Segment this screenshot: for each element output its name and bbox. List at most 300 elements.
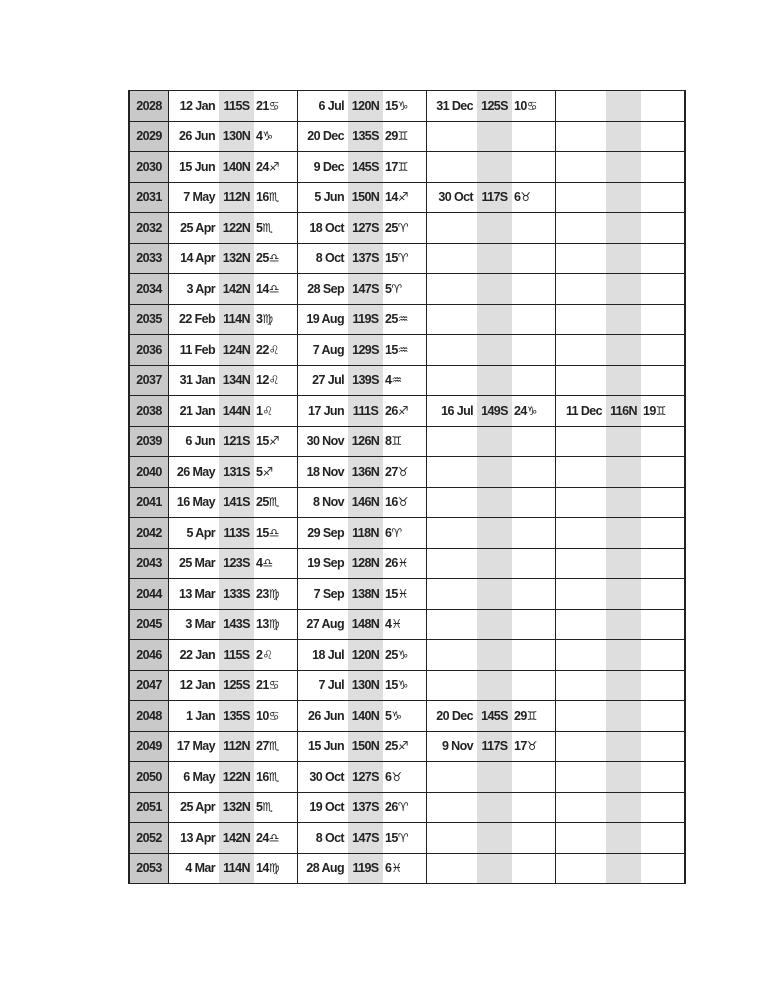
date-cell: 6 Jun xyxy=(169,426,220,457)
saros-cell xyxy=(606,640,641,671)
saros-cell xyxy=(477,304,512,335)
date-cell xyxy=(427,640,478,671)
zodiac-sign-icon: ♈ xyxy=(391,281,402,296)
zodiac-degree: 25 xyxy=(256,251,269,266)
table-body xyxy=(129,91,685,884)
zodiac-sign-icon: ♐ xyxy=(397,190,408,205)
date-cell: 12 Jan xyxy=(169,91,220,122)
date-cell: 30 Oct xyxy=(298,762,349,793)
zodiac-cell xyxy=(254,91,298,122)
zodiac-degree: 4 xyxy=(256,129,263,144)
table-row xyxy=(129,670,685,701)
zodiac-cell xyxy=(512,762,556,793)
zodiac-cell xyxy=(254,731,298,762)
table-row xyxy=(129,762,685,793)
zodiac-cell xyxy=(254,243,298,274)
zodiac-sign-icon: ♐ xyxy=(268,434,279,449)
zodiac-sign-icon: ♓ xyxy=(397,586,408,601)
zodiac-sign-icon: ♈ xyxy=(397,251,408,266)
zodiac-cell xyxy=(512,457,556,488)
zodiac-degree: 29 xyxy=(385,129,398,144)
date-cell: 31 Jan xyxy=(169,365,220,396)
saros-cell: 112N xyxy=(219,731,254,762)
zodiac-degree: 17 xyxy=(385,159,398,174)
zodiac-cell xyxy=(512,426,556,457)
date-cell: 30 Oct xyxy=(427,182,478,213)
zodiac-degree: 21 xyxy=(256,678,269,693)
zodiac-degree: 5 xyxy=(256,800,263,815)
zodiac-sign-icon: ♊ xyxy=(391,434,402,449)
zodiac-degree: 25 xyxy=(385,739,398,754)
zodiac-sign-icon: ♑ xyxy=(391,708,402,723)
date-cell xyxy=(556,91,607,122)
zodiac-sign-icon: ♎ xyxy=(268,281,279,296)
zodiac-sign-icon: ♓ xyxy=(391,617,402,632)
year-cell: 2032 xyxy=(129,213,169,244)
saros-cell: 127S xyxy=(348,762,383,793)
zodiac-degree: 15 xyxy=(256,434,269,449)
zodiac-degree: 16 xyxy=(256,190,269,205)
table-row xyxy=(129,335,685,366)
saros-cell: 132N xyxy=(219,243,254,274)
year-cell: 2040 xyxy=(129,457,169,488)
saros-cell: 148N xyxy=(348,609,383,640)
date-cell: 29 Sep xyxy=(298,518,349,549)
table-row xyxy=(129,213,685,244)
saros-cell xyxy=(606,335,641,366)
date-cell: 18 Jul xyxy=(298,640,349,671)
zodiac-degree: 19 xyxy=(643,403,656,418)
date-cell: 25 Apr xyxy=(169,213,220,244)
zodiac-sign-icon: ♓ xyxy=(397,556,408,571)
date-cell: 11 Dec xyxy=(556,396,607,427)
zodiac-cell xyxy=(512,121,556,152)
date-cell xyxy=(427,609,478,640)
zodiac-sign-icon: ♏ xyxy=(262,220,273,235)
date-cell: 26 May xyxy=(169,457,220,488)
zodiac-sign-icon: ♉ xyxy=(526,739,537,754)
date-cell xyxy=(556,518,607,549)
zodiac-sign-icon: ♈ xyxy=(397,800,408,815)
zodiac-degree: 6 xyxy=(385,769,392,784)
saros-cell: 139S xyxy=(348,365,383,396)
zodiac-cell xyxy=(383,609,427,640)
zodiac-sign-icon: ♋ xyxy=(268,98,279,113)
date-cell xyxy=(556,487,607,518)
date-cell xyxy=(427,518,478,549)
zodiac-degree: 24 xyxy=(514,403,527,418)
zodiac-sign-icon: ♑ xyxy=(397,678,408,693)
zodiac-sign-icon: ♊ xyxy=(397,159,408,174)
date-cell xyxy=(427,823,478,854)
date-cell xyxy=(556,853,607,884)
zodiac-degree: 26 xyxy=(385,403,398,418)
zodiac-cell xyxy=(512,609,556,640)
saros-cell xyxy=(477,670,512,701)
date-cell: 19 Oct xyxy=(298,792,349,823)
saros-cell: 135S xyxy=(219,701,254,732)
table-row xyxy=(129,152,685,183)
zodiac-sign-icon: ♉ xyxy=(397,495,408,510)
saros-cell: 119S xyxy=(348,853,383,884)
saros-cell: 126N xyxy=(348,426,383,457)
table-row xyxy=(129,457,685,488)
date-cell xyxy=(427,152,478,183)
saros-cell: 120N xyxy=(348,640,383,671)
zodiac-cell xyxy=(512,213,556,244)
zodiac-cell xyxy=(254,304,298,335)
zodiac-degree: 5 xyxy=(256,464,263,479)
saros-cell: 113S xyxy=(219,518,254,549)
date-cell: 9 Dec xyxy=(298,152,349,183)
zodiac-sign-icon: ♒ xyxy=(397,342,408,357)
zodiac-degree: 24 xyxy=(256,159,269,174)
date-cell: 7 Jul xyxy=(298,670,349,701)
zodiac-degree: 6 xyxy=(514,190,521,205)
saros-cell xyxy=(477,823,512,854)
saros-cell xyxy=(606,548,641,579)
year-cell: 2037 xyxy=(129,365,169,396)
date-cell xyxy=(556,182,607,213)
zodiac-cell xyxy=(512,243,556,274)
year-cell: 2044 xyxy=(129,579,169,610)
year-cell: 2030 xyxy=(129,152,169,183)
saros-cell xyxy=(606,121,641,152)
year-cell: 2053 xyxy=(129,853,169,884)
saros-cell xyxy=(606,457,641,488)
zodiac-degree: 27 xyxy=(385,464,398,479)
date-cell xyxy=(556,701,607,732)
date-cell xyxy=(427,670,478,701)
date-cell xyxy=(556,274,607,305)
zodiac-sign-icon: ♐ xyxy=(268,159,279,174)
saros-cell xyxy=(477,762,512,793)
date-cell xyxy=(427,762,478,793)
saros-cell xyxy=(477,243,512,274)
zodiac-degree: 27 xyxy=(256,739,269,754)
zodiac-cell xyxy=(641,792,685,823)
zodiac-cell xyxy=(512,701,556,732)
zodiac-degree: 25 xyxy=(385,647,398,662)
zodiac-cell xyxy=(641,762,685,793)
saros-cell xyxy=(606,213,641,244)
date-cell: 5 Apr xyxy=(169,518,220,549)
saros-cell: 137S xyxy=(348,792,383,823)
zodiac-cell xyxy=(254,396,298,427)
zodiac-cell xyxy=(641,609,685,640)
date-cell: 8 Nov xyxy=(298,487,349,518)
zodiac-degree: 21 xyxy=(256,98,269,113)
zodiac-sign-icon: ♋ xyxy=(526,98,537,113)
saros-cell xyxy=(606,670,641,701)
date-cell xyxy=(427,213,478,244)
date-cell: 19 Aug xyxy=(298,304,349,335)
saros-cell: 115S xyxy=(219,91,254,122)
date-cell: 7 Aug xyxy=(298,335,349,366)
zodiac-degree: 15 xyxy=(385,678,398,693)
saros-cell: 130N xyxy=(219,121,254,152)
date-cell: 25 Mar xyxy=(169,548,220,579)
zodiac-sign-icon: ♓ xyxy=(391,861,402,876)
zodiac-sign-icon: ♐ xyxy=(397,403,408,418)
date-cell xyxy=(427,457,478,488)
saros-cell: 118N xyxy=(348,518,383,549)
year-cell: 2028 xyxy=(129,91,169,122)
zodiac-cell xyxy=(641,548,685,579)
date-cell: 20 Dec xyxy=(298,121,349,152)
date-cell xyxy=(556,792,607,823)
date-cell xyxy=(427,365,478,396)
table-row xyxy=(129,823,685,854)
date-cell xyxy=(556,152,607,183)
eclipse-table xyxy=(128,90,686,884)
saros-cell: 147S xyxy=(348,274,383,305)
table-row xyxy=(129,853,685,884)
saros-cell: 150N xyxy=(348,731,383,762)
date-cell xyxy=(427,487,478,518)
zodiac-degree: 13 xyxy=(256,617,269,632)
zodiac-cell xyxy=(512,670,556,701)
table-row xyxy=(129,121,685,152)
saros-cell xyxy=(606,487,641,518)
zodiac-cell xyxy=(383,365,427,396)
zodiac-degree: 15 xyxy=(385,342,398,357)
saros-cell: 142N xyxy=(219,274,254,305)
date-cell: 3 Mar xyxy=(169,609,220,640)
zodiac-sign-icon: ♏ xyxy=(268,739,279,754)
zodiac-cell xyxy=(383,304,427,335)
saros-cell xyxy=(606,609,641,640)
zodiac-degree: 1 xyxy=(256,403,263,418)
zodiac-cell xyxy=(383,548,427,579)
zodiac-degree: 5 xyxy=(385,281,392,296)
zodiac-sign-icon: ♑ xyxy=(397,98,408,113)
saros-cell xyxy=(606,182,641,213)
date-cell: 6 May xyxy=(169,762,220,793)
year-cell: 2034 xyxy=(129,274,169,305)
table-row xyxy=(129,609,685,640)
zodiac-degree: 5 xyxy=(385,708,392,723)
table-row xyxy=(129,487,685,518)
saros-cell: 121S xyxy=(219,426,254,457)
zodiac-sign-icon: ♍ xyxy=(268,861,279,876)
zodiac-cell xyxy=(254,518,298,549)
saros-cell: 111S xyxy=(348,396,383,427)
date-cell: 7 May xyxy=(169,182,220,213)
zodiac-cell xyxy=(254,823,298,854)
date-cell: 16 May xyxy=(169,487,220,518)
date-cell: 28 Aug xyxy=(298,853,349,884)
saros-cell xyxy=(477,609,512,640)
zodiac-cell xyxy=(383,487,427,518)
table-row xyxy=(129,365,685,396)
zodiac-cell xyxy=(512,853,556,884)
date-cell xyxy=(556,762,607,793)
zodiac-cell xyxy=(254,548,298,579)
date-cell xyxy=(556,121,607,152)
table-row xyxy=(129,274,685,305)
date-cell: 27 Jul xyxy=(298,365,349,396)
zodiac-cell xyxy=(254,762,298,793)
zodiac-sign-icon: ♊ xyxy=(526,708,537,723)
date-cell xyxy=(556,670,607,701)
zodiac-sign-icon: ♏ xyxy=(268,190,279,205)
zodiac-cell xyxy=(383,670,427,701)
date-cell: 13 Mar xyxy=(169,579,220,610)
zodiac-cell xyxy=(254,426,298,457)
zodiac-cell xyxy=(383,213,427,244)
saros-cell: 137S xyxy=(348,243,383,274)
table-row xyxy=(129,304,685,335)
table-row xyxy=(129,792,685,823)
zodiac-cell xyxy=(512,182,556,213)
saros-cell: 123S xyxy=(219,548,254,579)
date-cell: 8 Oct xyxy=(298,823,349,854)
saros-cell: 112N xyxy=(219,182,254,213)
zodiac-degree: 25 xyxy=(256,495,269,510)
saros-cell xyxy=(606,365,641,396)
zodiac-sign-icon: ♌ xyxy=(262,647,273,662)
saros-cell: 116N xyxy=(606,396,641,427)
zodiac-cell xyxy=(512,152,556,183)
date-cell xyxy=(427,304,478,335)
zodiac-degree: 10 xyxy=(256,708,269,723)
zodiac-cell xyxy=(254,579,298,610)
zodiac-sign-icon: ♉ xyxy=(391,769,402,784)
saros-cell xyxy=(606,701,641,732)
table-row xyxy=(129,548,685,579)
zodiac-degree: 25 xyxy=(385,312,398,327)
zodiac-cell xyxy=(254,152,298,183)
saros-cell: 125S xyxy=(219,670,254,701)
year-cell: 2049 xyxy=(129,731,169,762)
zodiac-sign-icon: ♋ xyxy=(268,678,279,693)
zodiac-cell xyxy=(383,91,427,122)
saros-cell xyxy=(606,426,641,457)
zodiac-degree: 25 xyxy=(385,220,398,235)
zodiac-cell xyxy=(512,335,556,366)
zodiac-cell xyxy=(641,304,685,335)
date-cell: 19 Sep xyxy=(298,548,349,579)
zodiac-cell xyxy=(383,701,427,732)
saros-cell xyxy=(477,792,512,823)
zodiac-cell xyxy=(641,426,685,457)
zodiac-sign-icon: ♑ xyxy=(262,129,273,144)
saros-cell xyxy=(606,823,641,854)
saros-cell: 143S xyxy=(219,609,254,640)
year-cell: 2035 xyxy=(129,304,169,335)
zodiac-sign-icon: ♎ xyxy=(268,251,279,266)
saros-cell xyxy=(477,457,512,488)
zodiac-degree: 16 xyxy=(385,495,398,510)
zodiac-cell xyxy=(383,823,427,854)
zodiac-sign-icon: ♈ xyxy=(397,830,408,845)
zodiac-cell xyxy=(512,579,556,610)
zodiac-degree: 6 xyxy=(385,861,392,876)
date-cell: 22 Feb xyxy=(169,304,220,335)
date-cell: 22 Jan xyxy=(169,640,220,671)
saros-cell xyxy=(606,853,641,884)
zodiac-degree: 4 xyxy=(385,617,392,632)
zodiac-sign-icon: ♊ xyxy=(655,403,666,418)
zodiac-cell xyxy=(254,274,298,305)
date-cell xyxy=(556,731,607,762)
zodiac-cell xyxy=(512,91,556,122)
saros-cell: 136N xyxy=(348,457,383,488)
zodiac-cell xyxy=(641,579,685,610)
zodiac-cell xyxy=(383,792,427,823)
date-cell xyxy=(427,853,478,884)
date-cell: 26 Jun xyxy=(298,701,349,732)
saros-cell: 145S xyxy=(348,152,383,183)
saros-cell xyxy=(477,853,512,884)
saros-cell: 132N xyxy=(219,792,254,823)
date-cell xyxy=(556,640,607,671)
date-cell xyxy=(556,213,607,244)
saros-cell: 149S xyxy=(477,396,512,427)
zodiac-degree: 2 xyxy=(256,647,263,662)
year-cell: 2038 xyxy=(129,396,169,427)
saros-cell xyxy=(477,518,512,549)
saros-cell: 145S xyxy=(477,701,512,732)
zodiac-cell xyxy=(383,457,427,488)
zodiac-sign-icon: ♋ xyxy=(268,708,279,723)
year-cell: 2033 xyxy=(129,243,169,274)
zodiac-sign-icon: ♏ xyxy=(268,769,279,784)
saros-cell xyxy=(477,548,512,579)
date-cell xyxy=(556,335,607,366)
table-row xyxy=(129,701,685,732)
date-cell xyxy=(427,121,478,152)
zodiac-degree: 15 xyxy=(385,98,398,113)
saros-cell: 141S xyxy=(219,487,254,518)
zodiac-cell xyxy=(383,182,427,213)
date-cell: 21 Jan xyxy=(169,396,220,427)
saros-cell xyxy=(606,304,641,335)
date-cell xyxy=(427,426,478,457)
date-cell: 16 Jul xyxy=(427,396,478,427)
date-cell: 17 Jun xyxy=(298,396,349,427)
zodiac-cell xyxy=(641,701,685,732)
zodiac-cell xyxy=(254,701,298,732)
zodiac-cell xyxy=(512,487,556,518)
zodiac-cell xyxy=(512,792,556,823)
saros-cell xyxy=(606,152,641,183)
saros-cell xyxy=(606,274,641,305)
year-cell: 2046 xyxy=(129,640,169,671)
date-cell: 18 Nov xyxy=(298,457,349,488)
saros-cell xyxy=(477,426,512,457)
year-cell: 2031 xyxy=(129,182,169,213)
zodiac-degree: 15 xyxy=(256,525,269,540)
saros-cell: 117S xyxy=(477,182,512,213)
zodiac-degree: 8 xyxy=(385,434,392,449)
saros-cell: 133S xyxy=(219,579,254,610)
zodiac-sign-icon: ♐ xyxy=(262,464,273,479)
year-cell: 2051 xyxy=(129,792,169,823)
date-cell xyxy=(427,792,478,823)
saros-cell: 129S xyxy=(348,335,383,366)
table-row xyxy=(129,426,685,457)
saros-cell: 115S xyxy=(219,640,254,671)
year-cell: 2048 xyxy=(129,701,169,732)
zodiac-cell xyxy=(512,731,556,762)
year-cell: 2052 xyxy=(129,823,169,854)
date-cell xyxy=(556,457,607,488)
zodiac-sign-icon: ♑ xyxy=(526,403,537,418)
zodiac-cell xyxy=(641,152,685,183)
zodiac-cell xyxy=(641,213,685,244)
